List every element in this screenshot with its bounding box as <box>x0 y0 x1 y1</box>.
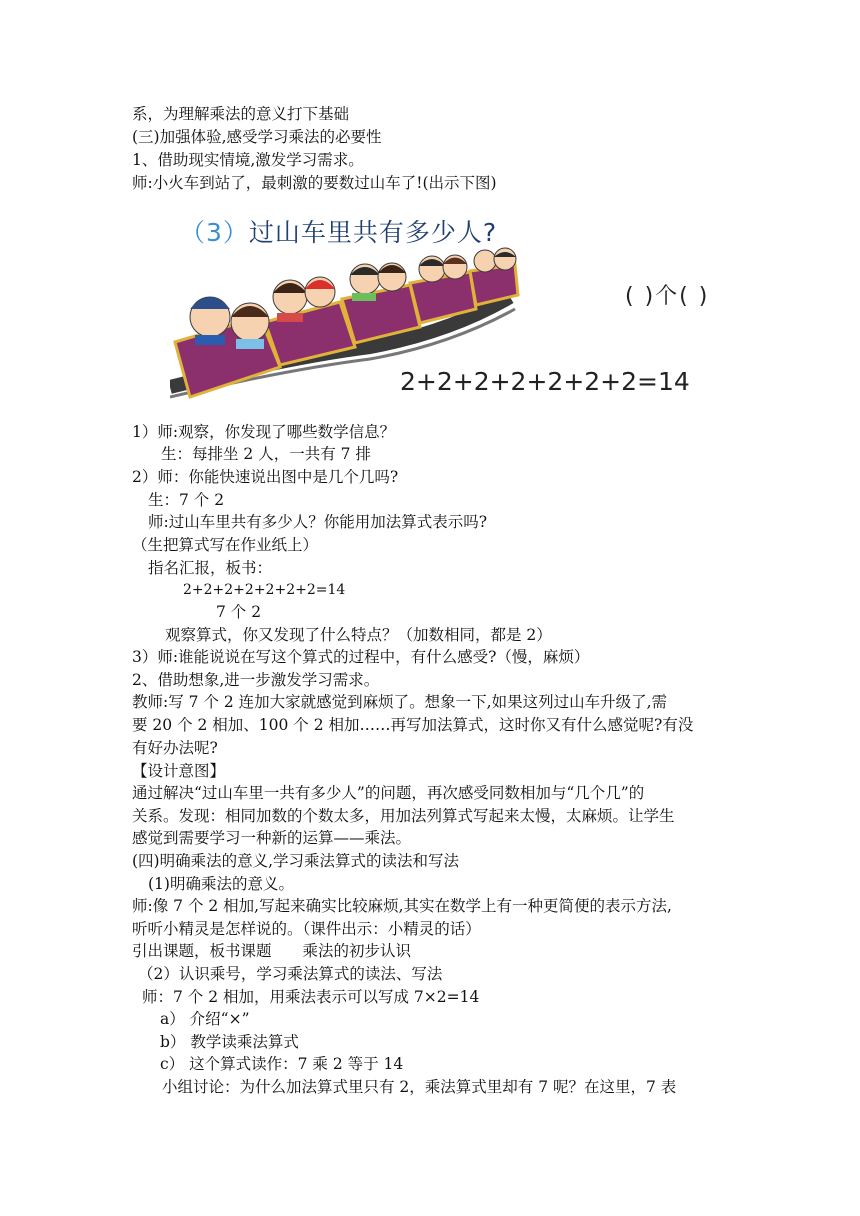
text-line: 感觉到需要学习一种新的运算——乘法。 <box>132 829 412 847</box>
text-line: 听听小精灵是怎样说的。（课件出示：小精灵的话） <box>132 920 481 938</box>
text-line: 教师:写 7 个 2 连加大家就感觉到麻烦了。想象一下,如果这列过山车升级了,需 <box>132 693 668 711</box>
text-line: 7 个 2 <box>216 603 262 621</box>
text-line: 师:小火车到站了，最刺激的要数过山车了!(出示下图) <box>132 174 497 192</box>
figure-title-number: （3） <box>180 218 249 247</box>
list-item: a） 介绍“×” <box>160 1010 250 1028</box>
text-line: 关系。发现：相同加数的个数太多，用加法列算式写起来太慢，太麻烦。让学生 <box>132 807 675 825</box>
roller-coaster-figure <box>170 207 785 414</box>
text-line: 指名汇报，板书： <box>148 559 273 577</box>
blank-answer: ( )个( ) <box>625 284 710 309</box>
text-line: 有好办法呢? <box>132 739 218 757</box>
section-heading: 【设计意图】 <box>132 762 226 780</box>
text-line: 2、借助想象,进一步激发学习需求。 <box>132 671 380 689</box>
text-line: (1)明确乘法的意义。 <box>148 875 294 893</box>
text-line: 师：7 个 2 相加，用乘法表示可以写成 7×2=14 <box>142 988 480 1006</box>
list-item: c） 这个算式读作：7 乘 2 等于 14 <box>160 1055 404 1073</box>
text-line: 系，为理解乘法的意义打下基础 <box>132 105 350 123</box>
text-line: 2）师：你能快速说出图中是几个几吗? <box>132 468 399 486</box>
text-line: 要 20 个 2 相加、100 个 2 相加……再写加法算式，这时你又有什么感觉呢?有没 <box>132 716 694 734</box>
text-line: 师:过山车里共有多少人？你能用加法算式表示吗? <box>148 513 488 531</box>
section-heading: (四)明确乘法的意义,学习乘法算式的读法和写法 <box>132 852 460 870</box>
text-line: 通过解决“过山车里一共有多少人”的问题，再次感受同数相加与“几个几”的 <box>132 784 645 802</box>
section-heading: (三)加强体验,感受学习乘法的必要性 <box>132 128 382 146</box>
text-line: 师:像 7 个 2 相加,写起来确实比较麻烦,其实在数学上有一种更简便的表示方法, <box>132 897 672 915</box>
text-line: 引出课题，板书课题 乘法的初步认识 <box>132 942 412 960</box>
text-line: 1、借助现实情境,激发学习需求。 <box>132 151 364 169</box>
figure-title <box>180 213 497 249</box>
text-line: 生：7 个 2 <box>148 491 225 509</box>
text-line: （2）认识乘号，学习乘法算式的读法、写法 <box>138 965 443 983</box>
text-line: 生：每排坐 2 人，一共有 7 排 <box>161 445 371 463</box>
text-line: 观察算式，你又发现了什么特点？（加数相同，都是 2） <box>165 626 552 644</box>
text-line: 小组讨论：为什么加法算式里只有 2，乘法算式里却有 7 呢？在这里，7 表 <box>162 1078 677 1096</box>
figure-title-text: 过山车里共有多少人? <box>248 218 498 247</box>
list-item: b） 教学读乘法算式 <box>160 1033 299 1051</box>
text-line: （生把算式写在作业纸上） <box>132 536 319 554</box>
text-line: 1）师:观察，你发现了哪些数学信息？ <box>132 423 396 441</box>
text-line: 3）师:谁能说说在写这个算式的过程中，有什么感受?（慢，麻烦） <box>132 648 590 666</box>
addition-equation: 2+2+2+2+2+2+2=14 <box>400 367 690 396</box>
equation-line: 2+2+2+2+2+2+2=14 <box>183 582 346 598</box>
